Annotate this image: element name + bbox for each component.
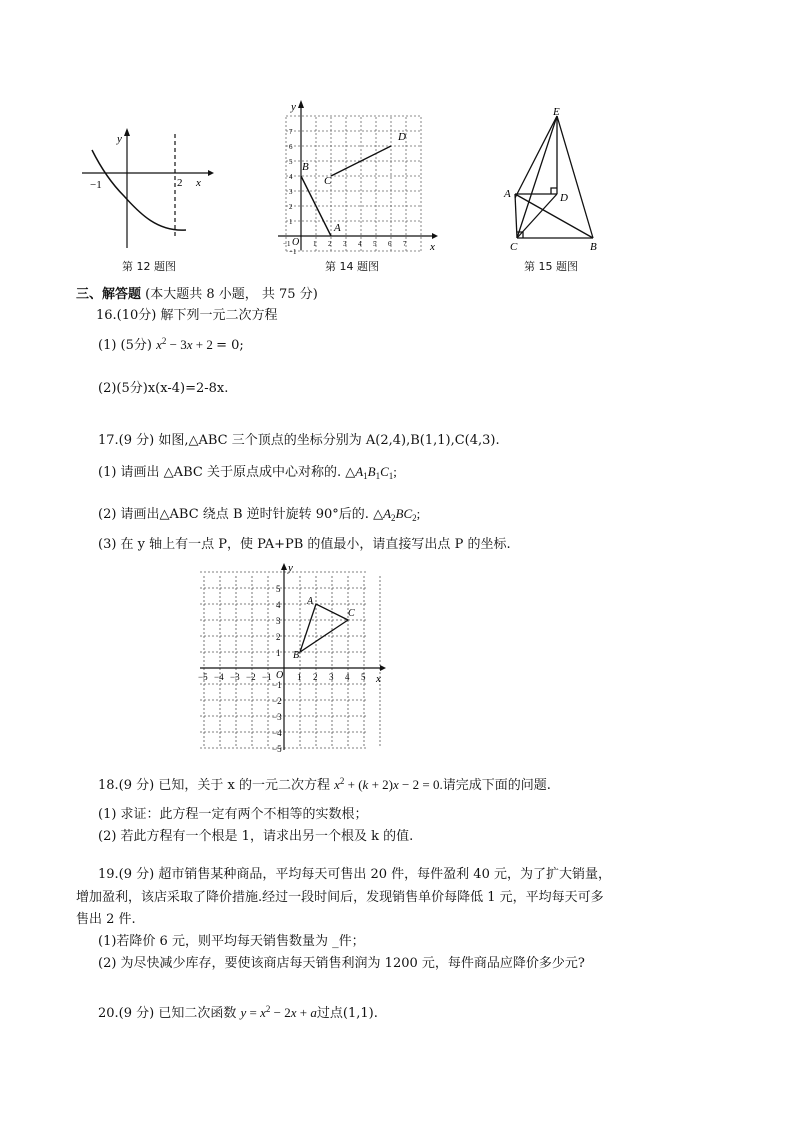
q19-line3: 售出 2 件.	[76, 912, 136, 927]
fig17-x-tick: −2	[246, 672, 256, 682]
section-heading-note: (本大题共 8 小题， 共 75 分)	[141, 287, 318, 302]
q17-stem: 17.(9 分) 如图,△ABC 三个顶点的坐标分别为 A(2,4),B(1,1),C(4,3).	[98, 433, 500, 448]
fig14-y-label: y	[291, 101, 296, 113]
q18-part2: (2) 若此方程有一个根是 1，请求出另一个根及 k 的值.	[98, 829, 414, 844]
fig12-x-label: x	[196, 177, 201, 189]
fig15-point-e-label: E	[553, 106, 560, 118]
fig14-x-tick: 5	[373, 240, 377, 248]
fig14-y-tick: 1	[289, 218, 293, 226]
fig17-x-tick: 2	[313, 672, 318, 682]
fig15-point-b-label: B	[590, 241, 597, 253]
fig17-x-tick: 1	[297, 672, 302, 682]
fig17-x-tick: −3	[230, 672, 240, 682]
q16-part1	[98, 336, 244, 355]
fig15-point-a-label: A	[504, 188, 511, 200]
fig15-point-c-label: C	[510, 241, 518, 253]
q19-part1: (1)若降价 6 元，则平均每天销售数量为 _件；	[98, 934, 365, 949]
fig17-point-b-label: B	[293, 650, 300, 661]
fig17-x-label: x	[376, 673, 381, 685]
fig14-y-tick: −1	[289, 248, 297, 256]
q16-part1-tail: = 0;	[216, 338, 244, 353]
fig12-y-label: y	[117, 133, 122, 145]
fig14-caption: 第 14 题图	[325, 260, 379, 273]
figure-17	[196, 560, 392, 754]
fig17-y-tick: 5	[276, 584, 281, 594]
fig17-y-tick: 4	[276, 600, 281, 610]
q17-part2-triangle: $\triangle A_2BC_2$;	[373, 506, 421, 523]
q20-stem	[98, 1004, 378, 1023]
fig14-x-tick: 3	[343, 240, 347, 248]
q19-part2: (2) 为尽快减少库存，要使该商店每天销售利润为 1200 元，每件商品应降价多少元?	[98, 956, 585, 971]
fig17-y-tick: −5	[272, 744, 282, 754]
fig17-y-tick: −1	[272, 680, 282, 690]
q16-part1-equation: $x^2 - 3x + 2$	[156, 336, 213, 352]
figure-14	[272, 98, 442, 258]
fig14-x-tick: 2	[328, 240, 332, 248]
q17-part1	[98, 463, 397, 482]
fig14-y-tick: 4	[289, 173, 293, 181]
section-heading	[76, 286, 318, 304]
q18-stem	[98, 776, 551, 795]
fig17-point-c-label: C	[348, 608, 355, 619]
fig14-x-tick: 7	[403, 240, 407, 248]
fig14-y-tick: 2	[289, 203, 293, 211]
q18-stem-prefix: 18.(9 分) 已知，关于 x 的一元二次方程	[98, 778, 335, 793]
figure-15	[500, 104, 610, 254]
fig14-x-tick: 1	[313, 240, 317, 248]
fig17-y-tick: 1	[276, 648, 281, 658]
q18-part1: (1) 求证：此方程一定有两个不相等的实数根；	[98, 807, 368, 822]
q19-line2: 增加盈利，该店采取了降价措施.经过一段时间后，发现销售单价每降低 1 元，平均每天可多	[76, 890, 604, 905]
fig14-y-tick: 6	[289, 143, 293, 151]
fig14-x-label: x	[430, 241, 435, 253]
fig17-x-tick: −4	[214, 672, 224, 682]
fig14-x-tick: −1	[283, 240, 291, 248]
fig14-y-tick: 7	[289, 128, 293, 136]
q17-part2-text: (2) 请画出△ABC 绕点 B 逆时针旋转 90°后的.	[98, 507, 374, 522]
fig15-point-d-label: D	[560, 192, 568, 204]
fig17-origin-label: O	[276, 670, 284, 681]
q18-equation: $x^2 + (k + 2)x - 2 = 0$.	[334, 776, 443, 792]
fig17-x-tick: −5	[198, 672, 208, 682]
q17-part2	[98, 505, 420, 524]
fig17-x-tick: 4	[345, 672, 350, 682]
q17-part3: (3) 在 y 轴上有一点 P，使 PA+PB 的值最小，请直接写出点 P 的坐标.	[98, 537, 511, 552]
figure-12	[78, 126, 218, 254]
fig14-point-c-label: C	[324, 175, 332, 187]
fig14-point-a-label: A	[334, 222, 341, 234]
fig17-y-tick: −2	[272, 696, 282, 706]
fig14-y-tick: 3	[289, 188, 293, 196]
fig12-minus1-label: −1	[90, 179, 102, 191]
fig14-point-d-label: D	[398, 131, 406, 143]
fig14-point-b-label: B	[302, 161, 309, 173]
fig17-grid	[200, 572, 380, 748]
q20-stem-suffix: 过点(1,1).	[316, 1006, 378, 1021]
q20-stem-prefix: 20.(9 分) 已知二次函数	[98, 1006, 241, 1021]
fig17-y-tick: −4	[272, 728, 282, 738]
q20-equation: $y = x^2 - 2x + a$	[240, 1004, 317, 1020]
fig17-x-tick: −1	[262, 672, 272, 682]
fig14-x-tick: 6	[388, 240, 392, 248]
fig17-x-tick: 3	[329, 672, 334, 682]
fig14-origin-label: O	[292, 237, 300, 248]
q16-part1-label: (1) (5分)	[98, 338, 157, 353]
fig17-y-tick: 3	[276, 616, 281, 626]
fig17-y-label: y	[288, 562, 293, 574]
fig17-triangle-abc	[300, 604, 348, 652]
fig17-point-a-label: A	[307, 596, 314, 607]
fig17-y-tick: 2	[276, 632, 281, 642]
fig14-x-tick: 4	[358, 240, 362, 248]
fig17-y-tick: −3	[272, 712, 282, 722]
fig12-caption: 第 12 题图	[122, 260, 176, 273]
fig15-caption: 第 15 题图	[524, 260, 578, 273]
q17-part1-triangle: $\triangle A_1B_1C_1$;	[345, 464, 397, 481]
fig17-x-tick: 5	[361, 672, 366, 682]
q17-part1-text: (1) 请画出 △ABC 关于原点成中心对称的.	[98, 465, 346, 480]
fig14-y-tick: 5	[289, 158, 293, 166]
q16-stem: 16.(10分) 解下列一元二次方程	[96, 308, 278, 323]
section-heading-title: 三、解答题	[76, 287, 142, 302]
q16-part2: (2)(5分)x(x-4)=2-8x.	[98, 381, 229, 396]
q18-stem-suffix: 请完成下面的问题.	[442, 778, 551, 793]
fig12-two-label: 2	[177, 177, 183, 189]
q19-line1: 19.(9 分) 超市销售某种商品，平均每天可售出 20 件，每件盈利 40 元，为了扩大销量，	[98, 867, 611, 882]
